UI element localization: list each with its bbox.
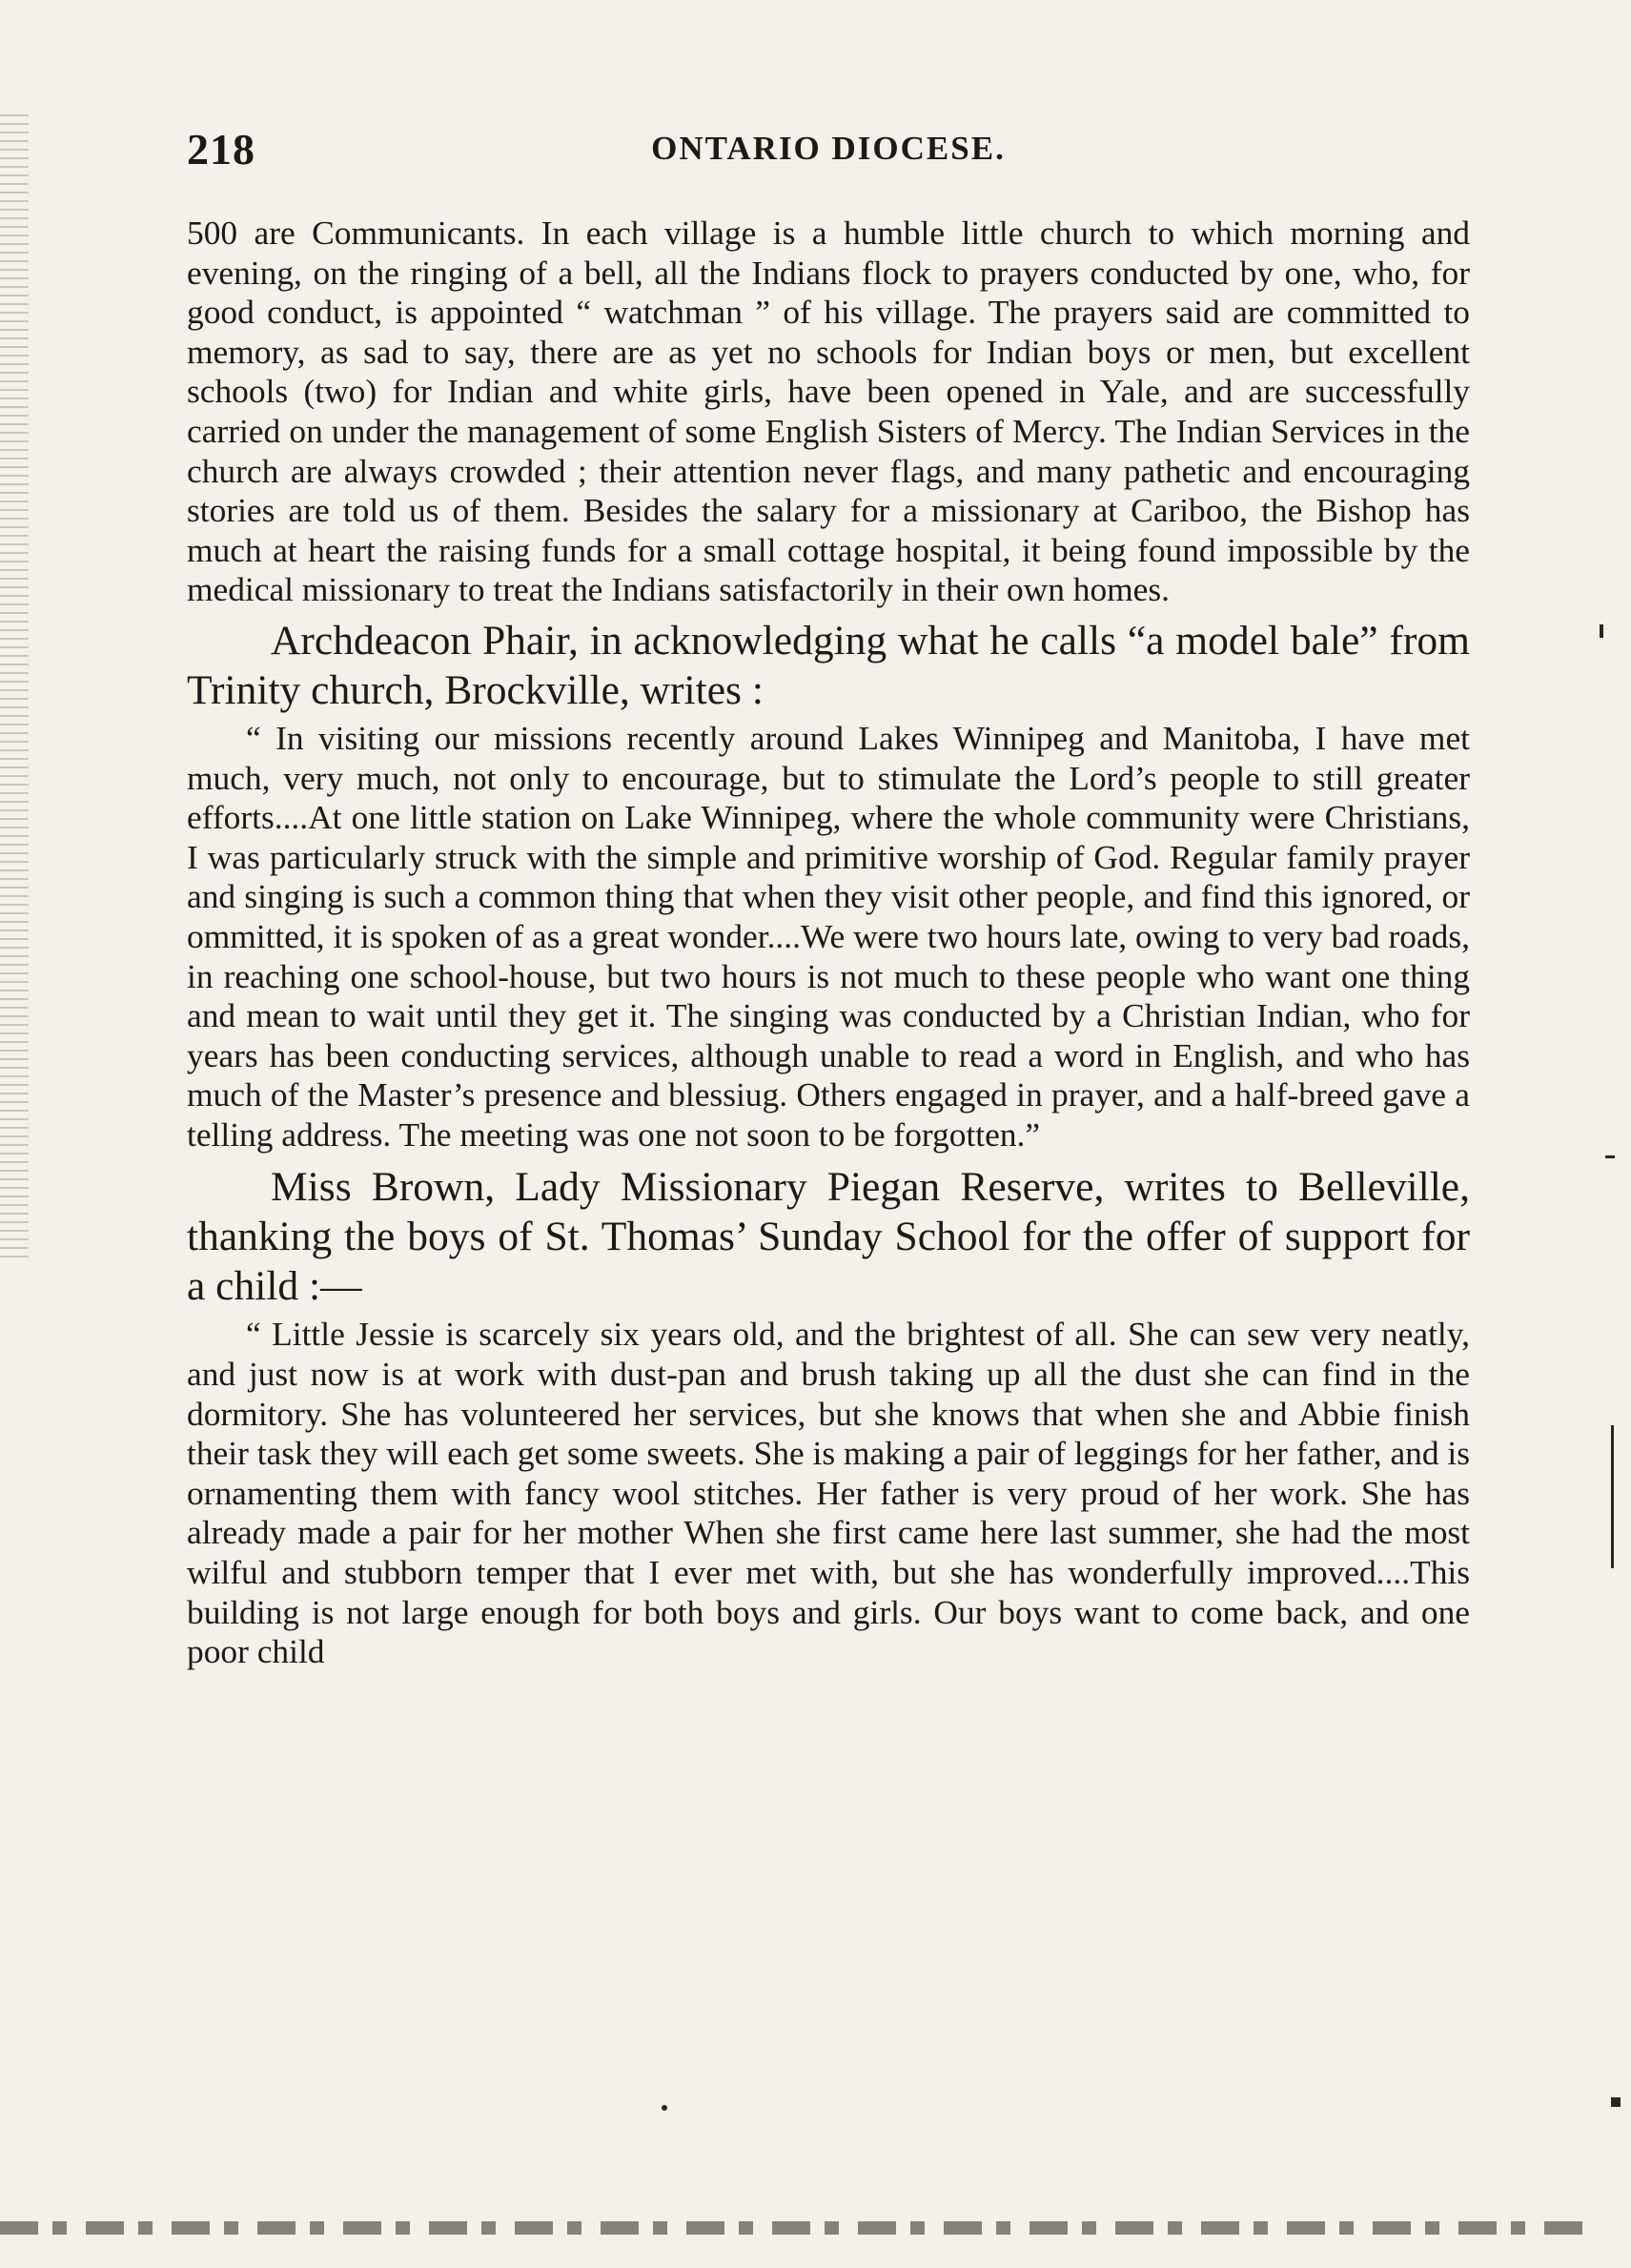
page-header — [187, 124, 1470, 181]
bottom-scan-rule — [0, 2221, 1593, 2235]
margin-mark — [1611, 1425, 1614, 1568]
running-head: ONTARIO DIOCESE. — [651, 130, 1006, 167]
paragraph-miss-brown-intro: Miss Brown, Lady Missionary Piegan Reserve, writes to Belleville, thanking the boys of St. Thomas’ Sunday School for the offer of support for a child :— — [187, 1164, 1470, 1310]
margin-mark — [1605, 1155, 1615, 1158]
margin-mark — [662, 2105, 667, 2111]
page-number: 218 — [187, 125, 255, 174]
quote-miss-brown: “ Little Jessie is scarcely six years old, and the brightest of all. She can sew very neatly, and just now is at work with dust-pan and brush taking up all the dust she can find in the dormitory. She has volunteered her services, but she knows that when she and Abbie finish their task they will each get some sweets. She is making a pair of leggings for her father, and is ornamenting them with fancy wool stitches. Her father is very proud of her work. She has already made a pair for her mother When she first came here last summer, she had the most wilful and stubborn temper that I ever met with, but she has wonderfully improved....This building is not large enough for both boys and girls. Our boys want to come back, and one poor child — [187, 1315, 1471, 1671]
book-page — [187, 124, 1470, 1672]
margin-mark — [1600, 624, 1603, 638]
paragraph-yale-missions: 500 are Communicants. In each village is a humble little church to which morning and evening, on the ringing of a bell, all the Indians flock to prayers conducted by one, who, for good conduct, is appointed “ watchman ” of his village. The prayers said are committed to memory, as sad to say, there are as yet no schools for Indian boys or men, but excellent schools (two) for Indian and white girls, have been opened in Yale, and are successfully carried on under the management of some English Sisters of Mercy. The Indian Services in the church are always crowded ; their attention never flags, and many pathetic and encouraging stories are told us of them. Besides the salary for a missionary at Cariboo, the Bishop has much at heart the raising funds for a small cottage hospital, it being found impossible by the medical missionary to treat the Indians satisfactorily in their own homes. — [187, 214, 1470, 609]
margin-mark — [1611, 2097, 1621, 2107]
paragraph-archdeacon-phair-intro: Archdeacon Phair, in acknowledging what he calls “a model bale” from Trinity church, Brockville, writes : — [187, 617, 1470, 713]
quote-archdeacon-phair: “ In visiting our missions recently around Lakes Winnipeg and Manitoba, I have met much, very much, not only to encourage, but to stimulate the Lord’s people to still greater efforts....At one little station on Lake Winnipeg, where the whole community were Christians, I was particularly struck with the simple and primitive worship of God. Regular family prayer and singing is such a common thing that when they visit other people, and find this ignored, or ommitted, it is spoken of as a great wonder....We were two hours late, owing to very bad roads, in reaching one school-house, but two hours is not much to these people who want one thing and mean to wait until they get it. The singing was conducted by a Christian Indian, who for years has been conducting services, although unable to read a word in English, and who has much of the Master’s presence and blessiug. Others engaged in prayer, and a half-breed gave a telling address. The meeting was one not soon to be forgotten.” — [187, 718, 1470, 1154]
scan-edge-noise — [0, 114, 29, 1258]
